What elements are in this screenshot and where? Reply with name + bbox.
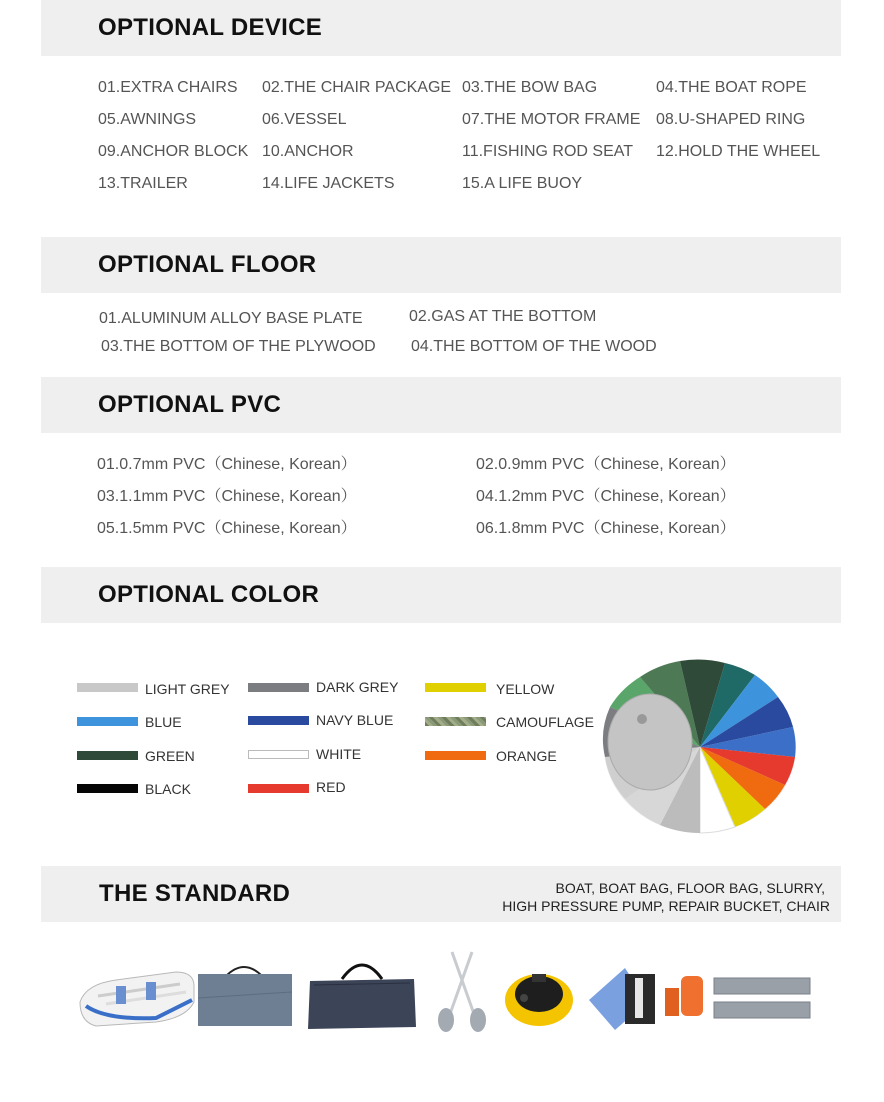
standard-line-2: HIGH PRESSURE PUMP, REPAIR BUCKET, CHAIR [502,898,830,914]
device-item: 10.ANCHOR [262,143,354,160]
device-item: 02.THE CHAIR PACKAGE [262,79,452,96]
color-swatch-light-grey [77,683,138,692]
standard-line-1: BOAT, BOAT BAG, FLOOR BAG, SLURRY, [555,880,825,896]
device-item: 04.THE BOAT ROPE [656,79,807,96]
floor-header [41,237,841,293]
floor-item: 03.THE BOTTOM OF THE PLYWOOD [101,338,376,355]
device-title: OPTIONAL DEVICE [98,14,323,41]
pvc-item: 04.1.2mm PVC（Chinese, Korean） [476,488,736,505]
color-swatch-camouflage [425,717,486,726]
device-item: 05.AWNINGS [98,111,197,128]
color-label: YELLOW [496,681,555,697]
color-swatch-red [248,784,309,793]
color-label: CAMOUFLAGE [496,714,595,730]
pvc-item: 03.1.1mm PVC（Chinese, Korean） [97,488,357,505]
color-swatch-dark-grey [248,683,309,692]
color-swatch-black [77,784,138,793]
color-swatch-blue [77,717,138,726]
device-item: 06.VESSEL [262,111,347,128]
device-header [41,0,841,56]
pvc-item: 06.1.8mm PVC（Chinese, Korean） [476,520,736,537]
device-item: 11.FISHING ROD SEAT [462,143,633,160]
device-item: 15.A LIFE BUOY [462,175,583,192]
floor-title: OPTIONAL FLOOR [98,251,317,278]
boat-image [76,962,198,1032]
pvc-header [41,377,841,433]
color-swatch-orange [425,751,486,760]
color-swatch-green [77,751,138,760]
color-label: NAVY BLUE [316,712,394,728]
pump-image [502,964,576,1030]
color-header [41,567,841,623]
color-label: GREEN [145,748,195,764]
device-item: 07.THE MOTOR FRAME [462,111,641,128]
color-label: WHITE [316,746,362,762]
color-label: LIGHT GREY [145,681,230,697]
color-label: DARK GREY [316,679,399,695]
device-item: 08.U-SHAPED RING [656,111,806,128]
device-item: 14.LIFE JACKETS [262,175,395,192]
color-label: BLACK [145,781,191,797]
color-fan-image [600,652,810,842]
repair-kit-image [585,964,707,1032]
floor-item: 01.ALUMINUM ALLOY BASE PLATE [99,310,363,327]
device-item: 09.ANCHOR BLOCK [98,143,249,160]
color-swatch-white [248,750,309,759]
device-item: 01.EXTRA CHAIRS [98,79,238,96]
color-label: BLUE [145,714,182,730]
pvc-item: 05.1.5mm PVC（Chinese, Korean） [97,520,357,537]
device-item: 03.THE BOW BAG [462,79,598,96]
pvc-item: 02.0.9mm PVC（Chinese, Korean） [476,456,736,473]
color-swatch-navy-blue [248,716,309,725]
device-item: 12.HOLD THE WHEEL [656,143,821,160]
standard-title: THE STANDARD [99,880,291,907]
pvc-title: OPTIONAL PVC [98,391,282,418]
floor-item: 02.GAS AT THE BOTTOM [409,308,597,325]
color-title: OPTIONAL COLOR [98,581,320,608]
pvc-item: 01.0.7mm PVC（Chinese, Korean） [97,456,357,473]
color-swatch-yellow [425,683,486,692]
floor-item: 04.THE BOTTOM OF THE WOOD [411,338,657,355]
boat-bag-image [304,955,420,1031]
device-item: 13.TRAILER [98,175,188,192]
floor-bag-image [196,962,294,1028]
floor-strips-image [712,976,812,1024]
paddles-image [432,950,492,1034]
color-label: ORANGE [496,748,557,764]
color-label: RED [316,779,346,795]
